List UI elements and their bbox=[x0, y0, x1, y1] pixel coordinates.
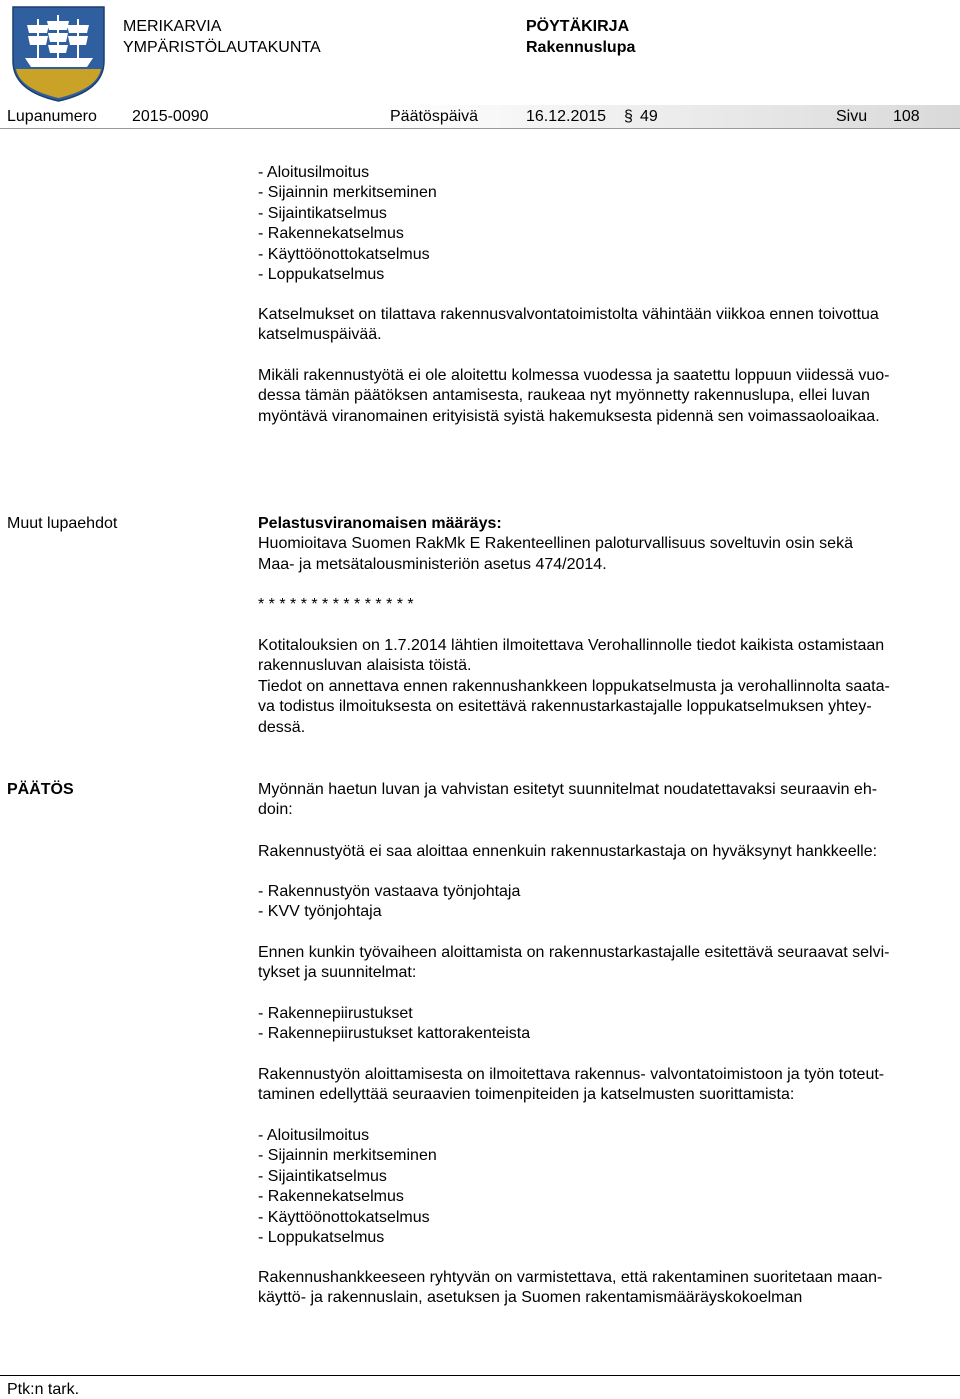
notify-paragraph bbox=[258, 1065, 958, 1106]
paragraph-line: Mikäli rakennustyötä ei ole aloitettu kolmessa vuodessa ja saatettu loppuun viidessä vuo- bbox=[258, 367, 890, 384]
paragraph-line: Tiedot on annettava ennen rakennushankkeen loppukatselmusta ja verohallinnolta saata- bbox=[258, 677, 890, 695]
section-number: 49 bbox=[640, 108, 658, 125]
document-title: PÖYTÄKIRJA bbox=[526, 18, 630, 35]
paragraph-line: Myönnän haetun luvan ja vahvistan esitetyt suunnitelmat noudatettavaksi seuraavin eh- bbox=[258, 781, 878, 798]
page-number: 108 bbox=[893, 108, 920, 125]
page-label: Sivu bbox=[836, 108, 868, 125]
list-item: - Rakennekatselmus bbox=[258, 1188, 404, 1206]
list-item: - Aloitusilmoitus bbox=[258, 164, 370, 181]
document-subject: Rakennuslupa bbox=[526, 39, 636, 56]
paragraph-line: Kotitalouksien on 1.7.2014 lähtien ilmoitettava Verohallinnolle tiedot kaikista ostamistaan bbox=[258, 637, 885, 654]
other-conditions-label: Muut lupaehdot bbox=[7, 515, 118, 532]
paragraph-line: tykset ja suunnitelmat: bbox=[258, 964, 417, 982]
list-item: - Sijaintikatselmus bbox=[258, 204, 387, 222]
document-type bbox=[526, 16, 635, 58]
list-item: - Loppukatselmus bbox=[258, 1228, 385, 1246]
list-item: - Aloitusilmoitus bbox=[258, 1127, 370, 1144]
permit-number-value: 2015-0090 bbox=[132, 108, 209, 125]
list-item: - Käyttöönottokatselmus bbox=[258, 1208, 430, 1226]
plans-paragraph bbox=[258, 943, 958, 984]
paragraph-line: Katselmukset on tilattava rakennusvalvontatoimistolta vähintään viikkoa ennen toivottua bbox=[258, 306, 879, 323]
list-item: - Rakennekatselmus bbox=[258, 225, 404, 243]
paragraph-line: Rakennustyön aloittamisesta on ilmoitettava rakennus- valvontatoimistoon ja työn toteut- bbox=[258, 1066, 885, 1083]
paragraph-line: doin: bbox=[258, 801, 293, 819]
decision-label: PÄÄTÖS bbox=[7, 781, 74, 798]
header-divider bbox=[0, 128, 960, 129]
board-name: YMPÄRISTÖLAUTAKUNTA bbox=[123, 39, 321, 56]
list-item: - Sijainnin merkitseminen bbox=[258, 184, 437, 202]
paragraph-line: Rakennustyötä ei saa aloittaa ennenkuin rakennustarkastaja on hyväksynyt hankkeelle: bbox=[258, 843, 878, 860]
organization-name bbox=[123, 16, 321, 58]
paragraph-line: rakennusluvan alaisista töistä. bbox=[258, 657, 472, 675]
coat-of-arms-ship-icon bbox=[7, 3, 110, 103]
paragraph-line: Ennen kunkin työvaiheen aloittamista on rakennustarkastajalle esitettävä seuraavat selvi- bbox=[258, 944, 890, 961]
paragraph-line: Huomioitava Suomen RakMk E Rakenteellinen paloturvallisuus soveltuvin osin sekä bbox=[258, 535, 853, 553]
decision-date-label: Päätöspäivä bbox=[390, 108, 479, 125]
paragraph-line: myöntävä viranomainen erityisistä syistä hakemuksesta pidennä sen voimassaoloaikaa. bbox=[258, 407, 880, 425]
paragraph-line: va todistus ilmoituksesta on esitettävä rakennustarkastajalle loppukatselmuksen yhtey- bbox=[258, 698, 872, 716]
inspection-list-top bbox=[258, 163, 958, 285]
footer-divider bbox=[0, 1375, 960, 1376]
paragraph-line: Rakennushankkeeseen ryhtyvän on varmistettava, että rakentaminen suoritetaan maan- bbox=[258, 1269, 883, 1286]
paragraph-line: käyttö- ja rakennuslain, asetuksen ja Suomen rakentamismääräyskokoelman bbox=[258, 1289, 803, 1307]
other-conditions-section bbox=[258, 514, 958, 575]
decision-date-value: 16.12.2015 bbox=[526, 108, 607, 125]
permit-number-label: Lupanumero bbox=[7, 108, 97, 125]
list-item: - Rakennustyön vastaava työnjohtaja bbox=[258, 883, 521, 900]
validity-paragraph bbox=[258, 366, 958, 427]
list-item: - Käyttöönottokatselmus bbox=[258, 245, 430, 263]
list-item: - Rakennepiirustukset kattorakenteista bbox=[258, 1025, 531, 1043]
approval-paragraph bbox=[258, 842, 958, 862]
approval-list bbox=[258, 882, 958, 923]
inspection-ordering-paragraph bbox=[258, 305, 958, 346]
paragraph-line: Maa- ja metsätalousministeriön asetus 474/2014. bbox=[258, 555, 607, 573]
decision-intro bbox=[258, 780, 958, 821]
paragraph-line: dessä. bbox=[258, 718, 306, 736]
separator-stars: * * * * * * * * * * * * * * * bbox=[258, 596, 414, 613]
paragraph-line: taminen edellyttää seuraavien toimenpiteiden ja katselmusten suorittamista: bbox=[258, 1086, 795, 1104]
list-item: - Loppukatselmus bbox=[258, 265, 385, 283]
tax-notice-paragraph bbox=[258, 636, 958, 738]
inspection-list bbox=[258, 1126, 958, 1248]
minutes-check-label: Ptk:n tark. bbox=[7, 1381, 80, 1398]
municipality-name: MERIKARVIA bbox=[123, 18, 222, 35]
list-item: - Sijainnin merkitseminen bbox=[258, 1147, 437, 1165]
closing-paragraph bbox=[258, 1268, 958, 1309]
paragraph-line: katselmuspäivää. bbox=[258, 326, 382, 344]
rescue-authority-heading: Pelastusviranomaisen määräys: bbox=[258, 515, 502, 532]
paragraph-line: dessa tämän päätöksen antamisesta, raukeaa nyt myönnetty rakennuslupa, ellei luvan bbox=[258, 387, 870, 405]
list-item: - Sijaintikatselmus bbox=[258, 1167, 387, 1185]
list-item: - Rakennepiirustukset bbox=[258, 1005, 413, 1022]
list-item: - KVV työnjohtaja bbox=[258, 903, 382, 921]
section-symbol: § bbox=[624, 108, 633, 125]
plans-list bbox=[258, 1004, 958, 1045]
